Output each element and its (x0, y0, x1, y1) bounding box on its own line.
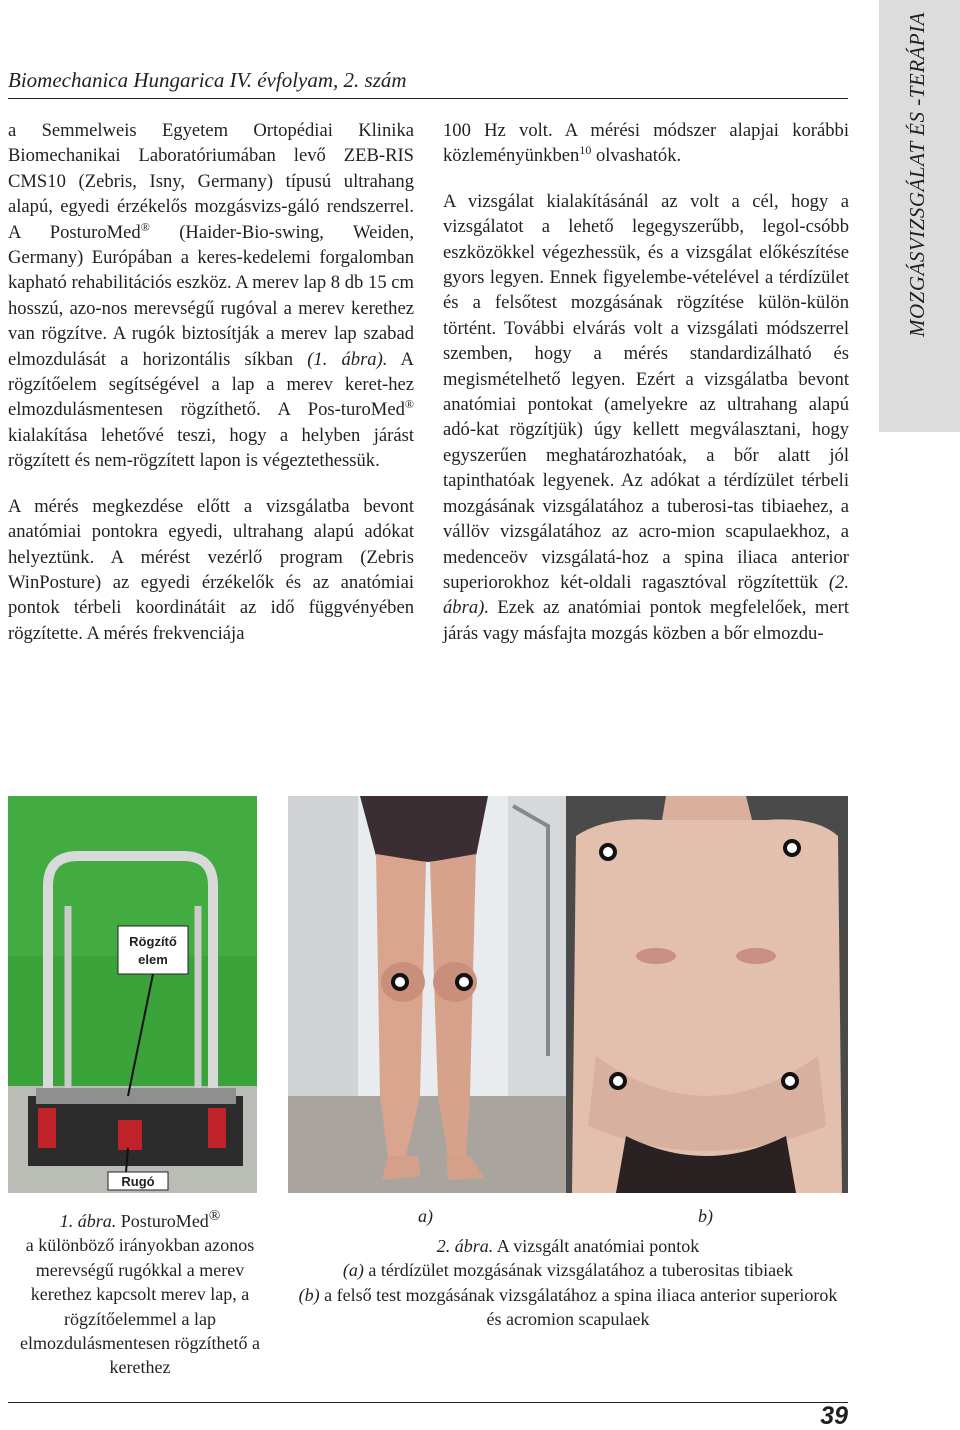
right-paragraph-1: 100 Hz volt. A mérési módszer alapjai korábbi közleményünkben$^{10}$ olvashatók. (443, 120, 849, 167)
torso-photo (566, 796, 848, 1193)
registered-mark: ® (208, 1208, 221, 1224)
header-rule (8, 98, 848, 99)
left-paragraph-2: A mérés megkezdése előtt a vizsgálatba bevont anatómiai pontokra egyedi, ultrahang alapú adókat helyeztünk. A mérést vezérlő program (Zebris WinPosture) az egyedi érzékelők és az anatómiai pontok térbeli koordinátáit az idő függvényében rögzítette. A mérés frekvenciája (8, 495, 414, 644)
figure-ref: (1. ábra). (307, 348, 388, 370)
posturomed-photo (8, 796, 257, 1193)
registered-mark: ® (140, 219, 150, 234)
figure2-sublabel-a: a) (418, 1206, 433, 1226)
left-paragraph-1: a Semmelweis Egyetem Ortopédiai Klinika Biomechanikai Laboratóriumában levő ZEB-RIS CMS10 (Zebris, Isny, Germany) típusú ultrahang alapú, egyedi érzékelős mozgásvizs-gáló rendszerrel. A PosturoMed® (Haider-Bio-swing, Weiden, Germany) Európában a keres-kedelemi forgalomban kapható rehabilitációs eszköz. A merev lap 8 db 15 cm hosszú, azo-nos merevségű rugóval a merev kerethez van rögzítve. A rugók biztosítják a merev lap szabad elmozdulását a horizontális síkban (1. ábra). A rögzítőelem segítségével a lap a merev keret-hez elmozdulásmentesen rögzíthető. A Pos-turoMed® kialakítása lehetővé teszi, hogy a helyben járást rögzített és nem-rögzített lapon is végeztethessük. (8, 120, 414, 472)
reference-number: 10 (579, 143, 592, 158)
figure1-label-top: Rögzítő (129, 934, 177, 949)
left-column (8, 118, 414, 666)
journal-header: Biomechanica Hungarica IV. évfolyam, 2. szám (8, 68, 407, 92)
section-tab-label: MOZGÁSVIZSGÁLAT ÉS -TERÁPIA (905, 12, 929, 337)
figure1-caption: 1. ábra. PosturoMed® a különböző irányokban azonos merevségű rugókkal a merev kerethez kapcsolt merev lap, a rögzítőelemmel a lap elmozdulásmentesen rögzíthető a kerethez (20, 1208, 260, 1378)
page-number: 39 (820, 1402, 848, 1430)
right-column (443, 118, 849, 666)
right-paragraph-2: A vizsgálat kialakításánál az volt a cél, hogy a vizsgálatot a lehető legegyszerűbb, legol-csóbb eszközökkel végezhessük, és a vizsgálat előkészítése gyors legyen. Ennek figyelembe-vételével a térdízület és a felsőtest mozgásának rögzítése külön-külön történt. További elvárás volt a vizsgálati módszerrel szemben, hogy a mérés standardizálható és megismételhető legyen. Ezért a vizsgálatba bevont anatómiai pontokat (amelyekre az ultrahang alapú adó-kat rögzítjük) úgy kellett megválasztani, hogy egyszerűen meghatározhatóak, a bőr alatt jól tapinthatóak legyenek. Az adókat a térdízület térbeli mozgásának vizsgálatához a tuberosi-tas tibiaehez, a vállöv vizsgálatához az acro-mion scapulaekhoz, a medenceöv vizsgálatá-hoz a spina iliaca anterior superiorokhoz két-oldali ragasztóval rögzítettük (2. ábra). Ezek az anatómiai pontok megfelelőek, mert járás vagy másfajta mozgás közben a bőr elmozdu- (443, 190, 849, 644)
figure2-sublabel-b: b) (698, 1206, 713, 1226)
legs-photo (288, 796, 566, 1193)
figure2-caption: 2. ábra. A vizsgált anatómiai pontok (a) a térdízület mozgásának vizsgálatához a tuberositas tibiaek (b) a felső test mozgásának vizsgálatához a spina iliaca anterior superiorok és acromion scapulaek (298, 1236, 838, 1330)
figure-ref: (2. ábra). (443, 571, 849, 619)
footer-rule (8, 1402, 848, 1403)
section-tab (879, 0, 960, 432)
registered-mark: ® (404, 397, 414, 412)
svg-text:elem: elem (138, 952, 168, 967)
figure1-label-bottom: Rugó (121, 1174, 155, 1189)
